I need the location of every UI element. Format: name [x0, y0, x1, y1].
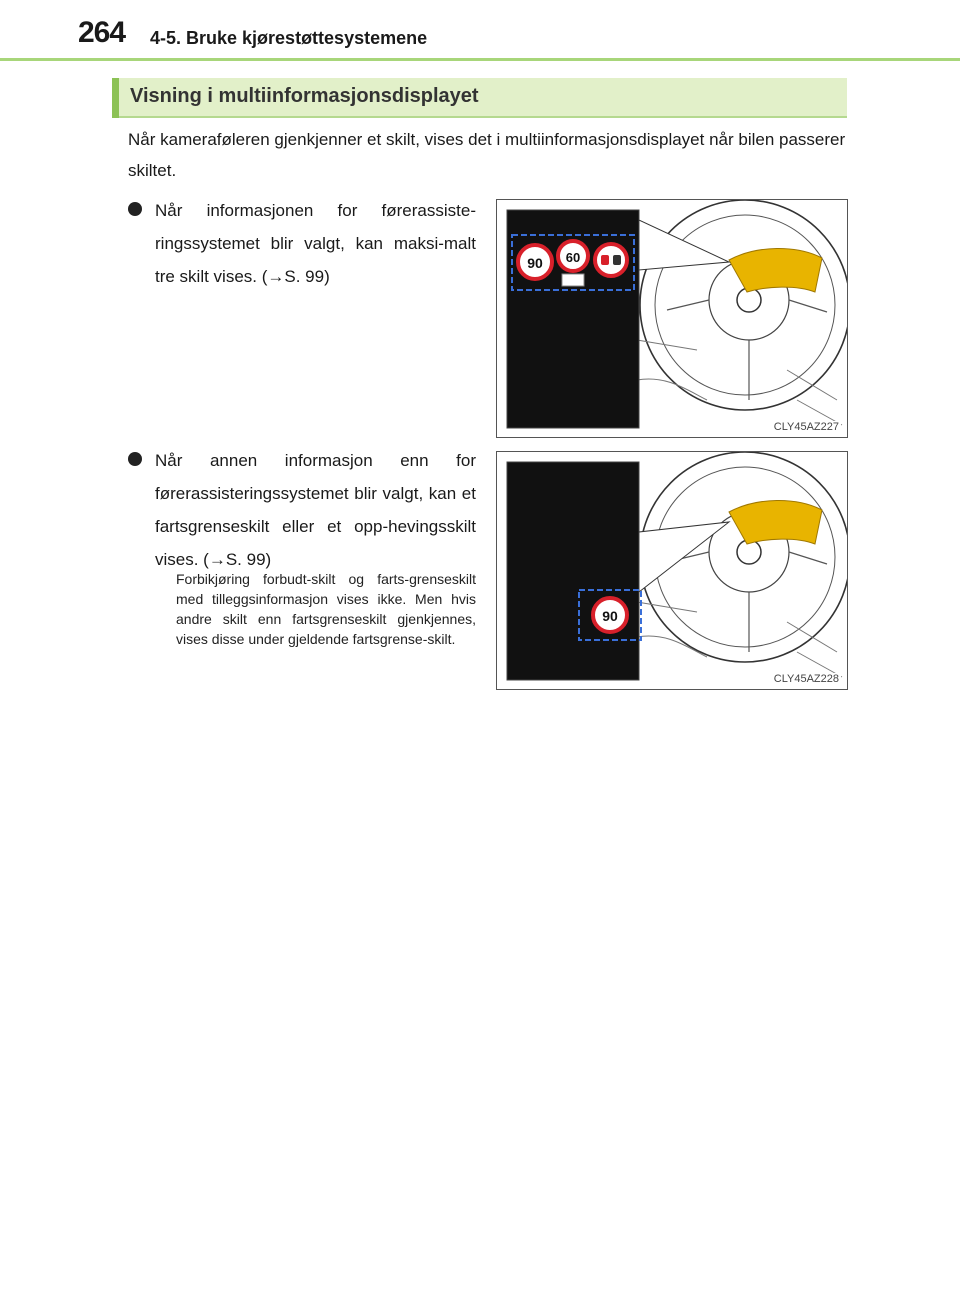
bullet-dot: [128, 202, 142, 216]
bullet-text: Når annen informasjon enn for førerassisteringssystemet blir valgt, kan et fartsgrenseskilt eller et opp-hevingsskilt vises. (→S. 99): [155, 451, 476, 569]
chapter-title: 4-5. Bruke kjørestøttesystemene: [150, 28, 428, 48]
figure-three-signs: [496, 199, 848, 438]
speed-limit-value: 90: [527, 255, 543, 271]
bullet-item: [128, 444, 476, 576]
speed-limit-value: 90: [602, 608, 618, 624]
page-number: 264: [78, 16, 126, 49]
dashboard-illustration: [497, 452, 847, 689]
bullet-dot: [128, 452, 142, 466]
speed-limit-value: 60: [565, 250, 581, 265]
supplementary-sign: [562, 274, 584, 286]
figure-code: CLY45AZ228: [773, 673, 839, 685]
bullet-text: Når informasjonen for førerassiste-ringssystemet blir valgt, kan maksi-malt tre skilt vises. (→S. 99): [155, 201, 476, 286]
no-overtaking-sign: [595, 244, 627, 276]
section-title: Visning i multiinformasjonsdisplayet: [130, 85, 479, 107]
note-paragraph: Forbikjøring forbudt-skilt og farts-grenseskilt med tilleggsinformasjon vises ikke. Men hvis andre skilt enn fartsgrenseskilt gjenkjennes, vises disse under gjeldende fartsgrense-skilt.: [176, 571, 476, 647]
section-heading: [112, 78, 847, 118]
header-rule: [0, 58, 960, 61]
figure-single-sign: [496, 451, 848, 690]
bullet-item: [128, 194, 476, 293]
figure-code: CLY45AZ227: [773, 421, 839, 433]
section-accent-bar: [112, 78, 119, 118]
intro-paragraph: Når kameraføleren gjenkjenner et skilt, vises det i multiinformasjonsdisplayet når bilen passerer skiltet.: [128, 130, 846, 180]
dashboard-illustration: [497, 200, 847, 437]
